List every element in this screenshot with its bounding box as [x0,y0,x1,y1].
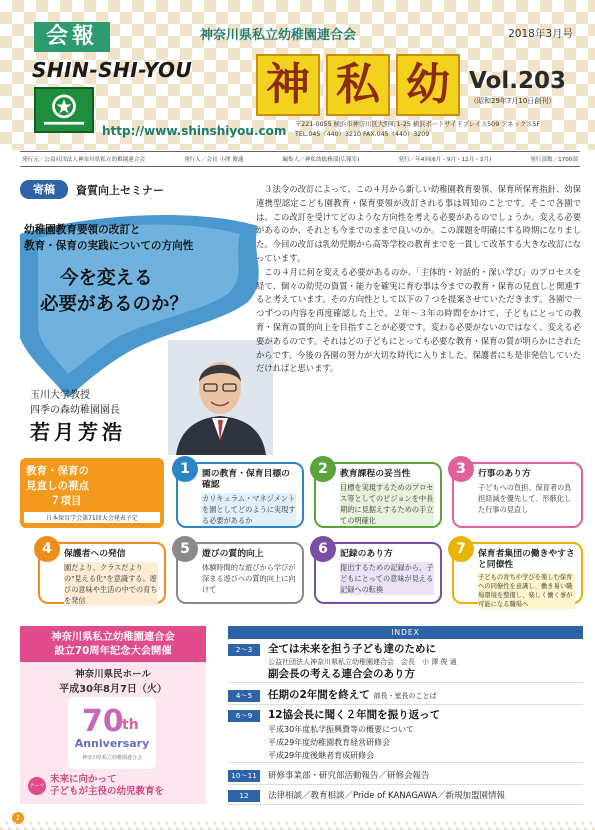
index-page: 12 [228,790,260,802]
publisher-line [20,151,580,167]
viewpoint-2 [314,462,442,528]
index-title: 12協会長に聞く２年間を振り返って [268,709,441,721]
website-link[interactable]: http://www.shinshiyou.com [102,124,287,138]
viewpoint-3 [452,462,583,528]
index-entry-4[interactable] [228,768,583,785]
index-entry-3[interactable] [228,708,583,763]
author-affiliation-2: 四季の森幼稚園園長 [30,405,120,416]
circulation: 発行部数／1700部 [530,157,578,163]
index-entry-1[interactable] [228,642,583,683]
anniversary-heading-1: 神奈川県私立幼稚園連合会 [51,631,175,643]
viewpoint-desc: 目標を実現するためのプロセス等としてのビジョンを中長期的に見据えするための手立ての明確化 [340,483,434,525]
viewpoint-title: 記録のあり方 [340,549,393,559]
viewpoint-desc: カリキュラム・マネジメントを園としてどのように実現する必要があるか [202,494,296,525]
anniversary-box [20,626,206,804]
address-line: 〒221-0055 横浜市神奈川区大野町1-25 横浜ポートサイドプレイス509 アネックス5F [295,121,540,128]
viewpoint-desc: 子どもの育ちや学びを楽しむ保育への同僚性を意識し、働き易い職場環境を整備し、楽しく働く事が可能になる職場へ [478,573,575,609]
viewpoints-section [20,458,583,606]
masthead [0,0,595,150]
viewpoint-title: 行事のあり方 [478,469,531,479]
title-char-3: 幼 [396,54,460,116]
viewpoint-desc: 子どもへの負担、保育者の負担経減を優先して、形骸化した行事の見直し [478,483,572,514]
viewpoints-title-3: ７項目 [50,495,82,507]
viewpoints-title-2: 見直しの視点 [26,480,89,492]
viewpoint-title: 園の教育・保育目標の確認 [202,469,290,490]
logo-word: Anniversary [74,737,150,750]
viewpoint-number: 5 [172,536,198,562]
contact-line: TEL.045（440）3210 FAX.045（440）3209 [295,131,430,138]
viewpoint-desc: 提出するための記録から、子どもにとっての意味が見える記録への転換 [340,563,434,594]
viewpoint-desc: 体験時間的な遊びから学びが深まる遊びへの質的向上に向けて [202,563,296,594]
theme-line-2: 子どもが主役の幼児教育を [50,786,165,797]
page-number: 1 [12,812,24,824]
article-body [256,183,581,376]
index-page: 2～3 [228,644,260,656]
main-title [256,54,460,116]
index-title-note: 部長・室長のことば [373,692,437,700]
viewpoint-number: 2 [310,456,336,482]
author-affiliation-1: 玉川大学教授 [30,390,90,401]
volume-number: Vol.203 [469,68,566,94]
index-heading: INDEX [228,626,583,639]
viewpoints-note: 日本保育学会第71回大会発表予定 [24,512,160,523]
viewpoints-title-1: 教育・保育の [26,465,89,477]
issue-date: 2018年3月号 [508,28,573,40]
founded-date: （昭和29年7月10日創刊） [470,97,556,105]
org-name: 神奈川県私立幼稚園連合会 [200,28,357,43]
index-page: 10～11 [228,770,260,782]
anniversary-logo [68,697,156,769]
viewpoint-desc: 園だより、クラスだよりの"見える化"を意識する。遊びの意味や生活の中での育ちを発信 [64,563,158,605]
title-char-2: 私 [326,54,390,116]
question-line-1: 今を変える [60,268,153,289]
index-line: 平成30年度私学振興費等の概要について [268,725,415,734]
index-subtitle: 公益社団法人神奈川県私立幼稚園連合会 会長 小 澤 俊 通 [268,658,457,666]
title-char-1: 神 [256,54,320,116]
author-name: 若月芳浩 [30,420,126,444]
anniversary-date: 平成30年8月7日（火） [59,684,167,695]
address-block [295,120,540,140]
theme-tag: テーマ [28,777,46,795]
frequency: 発行／年4回(6月・9月・12月・3月) [398,157,492,163]
logo-sub: 神奈川県私立幼稚園連合会 [81,755,143,761]
viewpoint-number: 1 [172,456,198,482]
viewpoint-4 [38,542,166,604]
publisher: 発行元／公益社団法人神奈川県私立幼稚園連合会 [22,157,146,163]
index-line: 平成29年度後継者育成研修会 [268,751,375,760]
anniversary-hall: 神奈川県民ホール [75,669,151,680]
viewpoint-number: 6 [310,536,336,562]
anniversary-heading-2: 設立70周年記念大会開催 [54,645,172,657]
index-title [268,688,436,704]
article-paragraph-1: ３法令の改訂によって、この４月から新しい幼稚園教育要領、保育所保育指針、幼保連携型認定こども園教育・保育要領が改訂される事は周知のことです。そこで各園では、この改訂を受けてどのような方向性を考える必要があるのでしょうか。変える必要があるのか、それとも今までのままで良いのか。この課題を明確にする時期になりました。今回の改訂は乳幼児期から高等学校の教育までを一貫して改革する大きな改訂になっています。 [256,184,581,263]
association-logo [34,87,94,133]
logo-number: 70 [82,704,124,739]
index-title: 全ては未来を担う子ども達のために [268,643,436,655]
viewpoint-title: 遊びの質的向上 [202,549,264,559]
index-page: 6～9 [228,710,260,722]
viewpoints-title-box [20,458,164,528]
article-headline-1: 幼稚園教育要領の改訂と [24,224,141,236]
anniversary-theme [28,774,164,798]
article-paragraph-2: この４月に何を変える必要があるのか、「主体的・対話的・深い学び」のプロセスを経て、個々の幼児の資質・能力を確実に育む事は今までの教育・保育の見直しと関連すると考えています。その方向性として以下の７つを提案させていただきます。各園で一つずつの内容を再度確認した上で、２年～３年の時間をかけて、子どもにとっての教育・保育の質的向上を目指すことが必要です。変わる必要がないのではなく、変える必要があるのです。それはどの子どもにとっても必要な教育・保育の質が明らかにされたからです。今後の各園の努力が大切な時代に入りました。保護者にも是非発信していただければと思います。 [256,266,581,374]
viewpoint-number: 7 [448,536,474,562]
viewpoint-6 [314,542,442,604]
index-line: 研修事業部・研究部活動報告／研修会報告 [268,771,430,781]
kaiho-label: 会報 [34,22,110,52]
viewpoint-7 [452,541,583,608]
theme-line-1: 未来に向かって [50,774,117,785]
roman-title: SHIN-SHI-YOU [32,58,193,82]
footer-decoration [0,822,595,830]
anniversary-heading [20,626,206,662]
viewpoint-title: 教育課程の妥当性 [340,469,411,479]
viewpoint-number: 3 [448,456,474,482]
article-headline-2: 教育・保育の実践についての方向性 [24,240,194,252]
publisher-person: 発行人／会長 小澤 俊通 [183,157,244,163]
logo-th: th [122,717,139,733]
question-line-2: 必要があるのか？ [40,294,189,315]
index-title-text: 任期の2年間を終えて [268,689,370,701]
index-entry-5[interactable] [228,788,583,805]
editor: 編集人／神私幼総務部(広報室) [282,157,360,163]
viewpoint-5 [176,542,304,604]
index-line: 法律相談／教育相談／Pride of KANAGAWA／新規加盟園情報 [268,791,506,801]
index-page: 4～5 [228,690,260,702]
index-entry-2[interactable] [228,688,583,705]
article-category: 資質向上セミナー [76,184,164,197]
article-badge: 寄稿 [20,180,68,199]
viewpoint-number: 4 [34,536,60,562]
viewpoint-1 [176,462,304,528]
viewpoint-title: 保護者への発信 [64,549,126,559]
index-line: 平成29年度幼稚園教育経営研修会 [268,738,391,747]
index-title-extra: 副会長の考える連合会のあり方 [268,668,415,680]
viewpoint-title: 保育者集団の働きやすさと同僚性 [478,549,575,570]
